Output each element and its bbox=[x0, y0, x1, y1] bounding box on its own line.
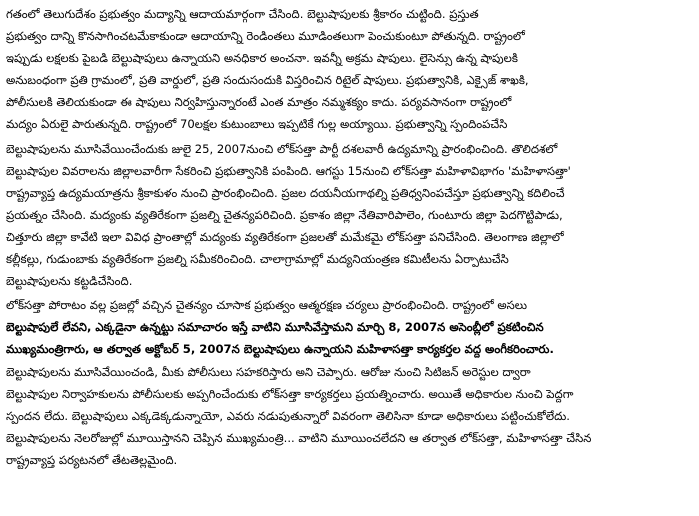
text-line: బెల్టుషాపులను మూసివేయించండి, మీకు పోలీసులు సహకరిస్తారు అని చెప్పారు. ఆరోజు నుంచి సిటిజన్ అరెస్టుల ద్వారా bbox=[6, 364, 531, 379]
text-line: పోలీసులకి తెలియకుండా ఈ షాపులు నిర్వహిస్తున్నారంటే ఎంత మాత్రం నమ్మశక్యం కాదు. పర్యవసానంగా రాష్ట్రంలో bbox=[6, 95, 512, 110]
text-line: చిత్తూరు జిల్లా కావేటి ఇలా వివిధ ప్రాంతాల్లో మద్యంకు వ్యతిరేకంగా ప్రజలతో మమేకమై లోక్‌సత్తా పనిచేసింది. తెలంగాణ జిల్లాలో bbox=[6, 229, 564, 244]
paragraph-2 bbox=[6, 138, 693, 293]
text-line: ప్రయత్నం చేసింది. మద్యంకు వ్యతిరేకంగా ప్రజల్ని చైతన్యపరిచింది. ప్రకాశం జిల్లా నేతివారిపాలెం, గుంటూరు జిల్లా పెదగొట్టిపాడు, bbox=[6, 207, 563, 222]
text-line: ఇప్పుడు లక్షలకు పైబడి బెల్టుషాపులు ఉన్నాయని అనధికార అంచనా. ఇవన్నీ అక్రమ షాపులు. లైసెన్సు ఉన్న షాపులకి bbox=[6, 51, 518, 66]
text-line: మద్యం ఏరులై పారుతున్నది. రాష్ట్రంలో 70లక్షల కుటుంబాలు ఇప్పటికే గుల్ల అయ్యాయి. ప్రభుత్వాన్ని స్పందింపచేసి bbox=[6, 117, 508, 132]
paragraph-1 bbox=[6, 3, 693, 136]
text-line: అనుబంధంగా ప్రతి గ్రామంలో, ప్రతి వార్డులో, ప్రతి సందుసందుకి విస్తరించిన రిటైల్ షాపులు. ప్రభుత్వానికి, ఎక్సైజ్ శాఖకి, bbox=[6, 73, 529, 88]
text-line: బెల్టుషాపులను కట్టడిచేసింది. bbox=[6, 274, 133, 289]
text-line: బెల్టుషాపులే లేవని, ఎక్కడైనా ఉన్నట్టు సమాచారం ఇస్తే వాటిని మూసివేస్తామని మార్చి 8, 2007న అసెంబ్లీలో ప్రకటించిన bbox=[6, 320, 544, 335]
text-line: రాష్ట్రవ్యాప్త ఉద్యమయాత్రను శ్రీకాకుళం నుంచి ప్రారంభించింది. ప్రజల దయనీయగాథల్ని ప్రతిధ్వనింపచేస్తూ ప్రభుత్వాన్ని కదిలించే bbox=[6, 185, 565, 200]
text-line: బెల్టుషాపుల వివరాలను జిల్లాలవారీగా సేకరించి ప్రభుత్వానికి పంపింది. ఆగస్టు 15నుంచి లోక్‌సత్తా మహిళావిభాగం 'మహిళాసత్తా' bbox=[6, 163, 571, 178]
text-line: గతంలో తెలుగుదేశం ప్రభుత్వం మద్యాన్ని ఆదాయమార్గంగా చేసింది. బెల్టుషాపులకు శ్రీకారం చుట్టింది. ప్రస్తుత bbox=[6, 7, 479, 21]
text-line: స్పందన లేదు. బెల్టుషాపులు ఎక్కడెక్కడున్నాయో, ఎవరు నడుపుతున్నారో వివరంగా తెలిసినా కూడా అధికారులు పట్టించుకోలేదు. bbox=[6, 408, 570, 423]
text-line: బెల్టుషాపులను మూసివేయించేందుకు జులై 25, 2007నుంచి లోక్‌సత్తా పార్టీ దశలవారీ ఉద్యమాన్ని ప్రారంభించింది. తొలిదశలో bbox=[6, 141, 558, 156]
text-line: ప్రభుత్వం దాన్ని కొనసాగించటమేకాకుండా ఆదాయాన్ని రెండింతలు మూడింతలుగా పెంచుకుంటూ పోతున్నది. రాష్ట్రంలో bbox=[6, 29, 525, 44]
text-line: ముఖ్యమంత్రిగారు, ఆ తర్వాత అక్టోబర్ 5, 2007న బెల్టుషాపులు ఉన్నాయని మహిళాసత్తా కార్యకర్తల వద్ద అంగీకరించారు. bbox=[6, 342, 554, 357]
text-line: కల్లీకల్లు, గుడుంబాకు వ్యతిరేకంగా ప్రజల్ని సమీకరించింది. చాలాగ్రామాల్లో మద్యనియంత్రణ కమిటీలను ఏర్పాటుచేసి bbox=[6, 252, 509, 267]
text-line: రాష్ట్రవ్యాప్త పర్యటనలో తేటతెల్లమైంది. bbox=[6, 452, 178, 467]
text-line: బెల్టుషాపుల నిర్వాహకులను పోలీసులకు అప్పగించేందుకు లోక్‌సత్తా కార్యకర్తలు ప్రయత్నించారు. అయితే అధికారుల నుంచి పెద్దగా bbox=[6, 386, 574, 401]
paragraph-3 bbox=[6, 294, 693, 471]
text-line: లోక్‌సత్తా పోరాటం వల్ల ప్రజల్లో వచ్చిన చైతన్యం చూసాక ప్రభుత్వం ఆత్మరక్షణ చర్యలు ప్రారంభించింది. రాష్ట్రంలో అసలు bbox=[6, 298, 527, 313]
text-line: బెల్టుషాపులను నెలరోజుల్లో మూయిస్తానని చెప్పిన ముఖ్యమంత్రి... వాటిని మూయించలేదని ఆ తర్వాత లోక్‌సత్తా, మహిళాసత్తా చేసిన bbox=[6, 430, 592, 445]
